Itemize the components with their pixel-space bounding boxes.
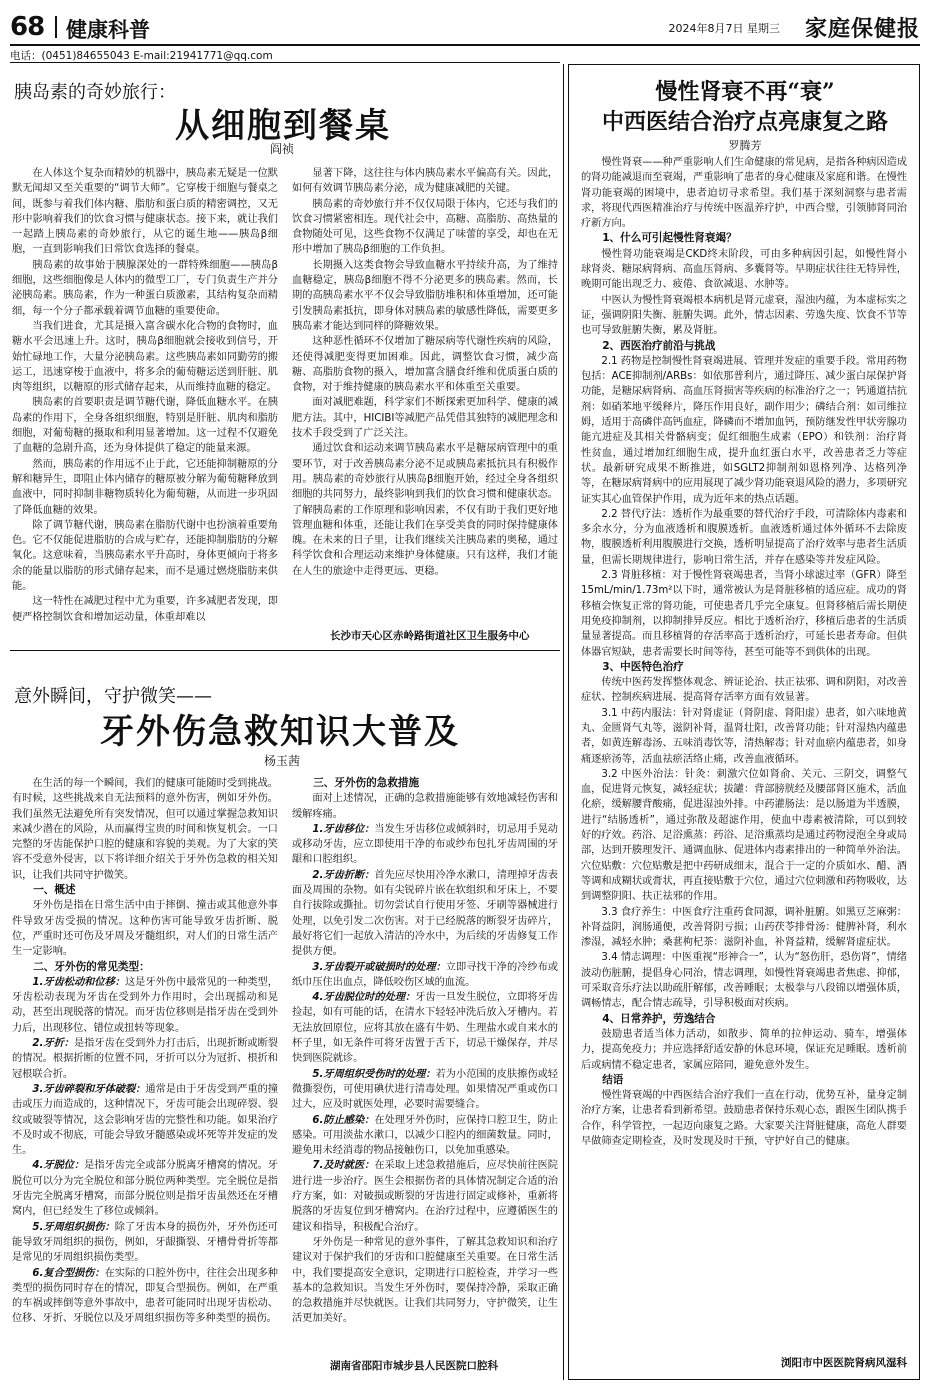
article1-column-2 [292, 166, 558, 626]
paragraph: 面对减肥难题，科学家们不断探索更加科学、健康的减肥方法。其中，HICIBI等减肥产品凭借其独特的减肥理念和技术手段受到了广泛关注。 [292, 397, 558, 440]
masthead-separator [55, 16, 57, 38]
article3-source: 浏阳市中医医院肾病风湿科 [781, 1357, 907, 1369]
column-divider [563, 64, 564, 1380]
paragraph: 传统中医药发挥整体观念、辨证论治、扶正祛邪、调和阴阳，对改善症状、控制疾病进展、提高肾存活率方面有效显著。 [581, 677, 907, 704]
article3-box [568, 64, 920, 1380]
paragraph-text: 在实际的口腔外伤中，往往会出现多种类型的损伤同时存在的情况，即复合型损伤。例如，在严重的车祸或摔倒等意外事故中，患者可能同时出现牙齿松动、位移、牙折、牙脱位以及牙周组织损伤等多种类型的损伤。 [12, 1267, 278, 1325]
paragraph: 中医认为慢性肾衰竭根本病机是肾元虚衰，湿浊内蕴，为本虚标实之证，强调阴阳失衡、脏腑失调。此外，情志因素、劳逸失度、饮食不节等也可导致脏腑失衡，累及肾脏。 [581, 294, 907, 337]
paragraph: 长期摄入这类食物会导致血糖水平持续升高，为了维持血糖稳定，胰岛β细胞不得不分泌更多的胰岛素。然而，长期的高胰岛素水平不仅会导致脂肪堆积和体重增加，还可能引发胰岛素抵抗，即身体对胰岛素的敏感性降低，需要更多胰岛素才能达到同样的降糖效果。 [292, 259, 558, 332]
paragraph [292, 1067, 558, 1113]
paragraph: 在人体这个复杂而精妙的机器中，胰岛素无疑是一位默默无闻却又至关重要的“调节大师”。它穿梭于细胞与餐桌之间，既参与着我们体内糖、脂肪和蛋白质的精密调控，又无形中影响着我们的饮食习惯与健康状态。接下来，就让我们一起踏上胰岛素的奇妙旅行，从它的诞生地——胰岛β细胞，一直到影响我们日常饮食选择的餐桌。 [12, 168, 278, 256]
paragraph [292, 960, 558, 991]
article3-headline-line1: 慢性肾衰不再“衰” [655, 79, 835, 105]
section-heading: 一、概述 [33, 884, 76, 897]
article2-column-1 [12, 776, 278, 1380]
contact-rule [10, 62, 560, 63]
article2-byline: 杨玉茜 [264, 754, 301, 768]
paragraph: 当我们进食，尤其是摄入富含碳水化合物的食物时，血糖水平会迅速上升。这时，胰岛β细胞就会接收到信号，开始忙碌地工作，大量分泌胰岛素。这些胰岛素如同勤劳的搬运工，迅速穿梭于血液中，将多余的葡萄糖运送到肝脏、肌肉等组织，以糖原的形式储存起来，从而维持血糖的稳定。 [12, 320, 278, 394]
contact-line: 电话：(0451)84655043 E-mail:21941771@qq.com [10, 50, 273, 62]
paragraph [292, 822, 558, 868]
paragraph: 慢性肾功能衰竭是CKD终末阶段，可由多种病因引起，如慢性肾小球肾炎、糖尿病肾病、高血压肾病、多囊肾等。早期症状往往无特异性，晚期可能出现乏力、疲倦、食欲减退、水肿等。 [581, 248, 907, 291]
paragraph [292, 868, 558, 960]
issue-date [669, 20, 781, 36]
section-heading: 三、牙外伤的急救措施 [313, 777, 420, 789]
article1-source: 长沙市天心区赤岭路街道社区卫生服务中心 [330, 630, 530, 642]
paper-name: 家庭保健报 [804, 16, 920, 42]
section-heading: 3、中医特色治疗 [602, 660, 684, 673]
article2-kicker: 意外瞬间，守护微笑—— [14, 686, 212, 707]
paragraph-text: 在处理牙外伤时，应保持口腔卫生，防止感染。可用淡盐水漱口，以减少口腔内的细菌数量。同时，避免用未经消毒的物品接触伤口，以免加重感染。 [292, 1114, 558, 1157]
lead-in: 3.牙齿碎裂和牙体破裂： [32, 1083, 146, 1095]
section-title: 健康科普 [66, 18, 150, 42]
lead-in: 1.牙齿移位： [312, 823, 375, 835]
article1-kicker: 胰岛素的奇妙旅行： [14, 82, 176, 103]
paragraph: 3.2 中医外治法：针灸：刺激穴位如肾俞、关元、三阴交，调整气血，促进肾元恢复，减轻症状；拔罐：背部膀胱经及腰部肾区施术，活血化瘀，缓解腰背酸痛，促进湿浊外排。中药灌肠法：是以肠道为半透膜，进行“结肠透析”，通过弥散及超滤作用，使血中毒素被清除，可以到较好的疗效。药浴、足浴熏蒸：药浴、足浴熏蒸均是通过药物浸泡全身或局部，达到开腠理发汗、通调血脉、促进体内毒素排出的一种简单外治法。穴位贴敷：穴位贴敷是把中药研成细末，混合于一定的介质如水、醋、酒等调和成糊状或膏状，再直接贴敷于穴位，通过穴位刺激和药物吸收，达到调整阴阳、扶正祛邪的作用。 [581, 768, 907, 903]
weekday-text: 星期三 [747, 22, 780, 35]
paragraph [292, 1158, 558, 1234]
paragraph: 面对上述情况，正确的急救措施能够有效地减轻伤害和缓解疼痛。 [292, 793, 558, 820]
paragraph [292, 1113, 558, 1159]
paragraph: 慢性肾衰竭的中西医结合治疗我们一直在行动，优势互补，量身定制治疗方案，让患者看到新希望。鼓励患者保持乐观心态，跟医生团队携手合作，科学管控，一起迈向康复之路。大家要关注肾脏健康，高危人群要早做筛查定期检查，及时发现及时干预，守护好自己的健康。 [581, 1090, 907, 1147]
paragraph: 2.1 药物是控制慢性肾衰竭进展、管理并发症的重要手段。常用药物包括：ACE抑制剂/ARBs：如依那普利片，通过降压、减少蛋白尿保护肾功能，是糖尿病肾病、高血压肾损害等疾病的标准治疗之一；钙通道拮抗剂：如硝苯地平缓释片，降压作用良好，副作用少；磷结合剂：如司维拉姆，适用于高磷伴高钙血症，降磷而不增加血钙，预防继发性甲状旁腺功能亢进症及其相关骨骼病变；促红细胞生成素（EPO）和铁剂：治疗肾性贫血，通过增加红细胞生成，提升血红蛋白水平，改善患者乏力等症状。最新研究成果不断推进，如SGLT2抑制剂如恩格列净、达格列净等，在糖尿病肾病中的应用展现了减少肾功能衰退风险的潜力，多项研究证实其心血管保护作用，成为近年来的热点话题。 [581, 355, 907, 505]
paragraph [12, 1220, 278, 1266]
paragraph: 胰岛素的故事始于胰腺深处的一群特殊细胞——胰岛β细胞，这些细胞像是人体内的微型工厂，专门负责生产并分泌胰岛素。胰岛素，作为一种蛋白质激素，其结构复杂而精细，每一个分子都承载着调节血糖的重要使命。 [12, 259, 278, 317]
article1-column-1 [12, 166, 278, 642]
masthead [10, 12, 920, 42]
lead-in: 2.牙折： [32, 1038, 74, 1050]
masthead-rule [10, 44, 920, 46]
lead-in: 1.牙齿松动和位移： [32, 976, 125, 988]
paragraph: 显著下降，这往往与体内胰岛素水平偏高有关。因此，如何有效调节胰岛素分泌，成为健康减肥的关键。 [292, 168, 558, 195]
paragraph-text: 通常是由于牙齿受到严重的撞击或压力而造成的，这种情况下，牙齿可能会出现碎裂、裂纹或破裂等情况，这会影响牙齿的完整性和功能。如果治疗不及时或不彻底，可能会导致牙髓感染或坏死等并发症的发生。 [12, 1083, 278, 1157]
article1-bottom-rule [10, 650, 560, 651]
paragraph-text: 立即寻找干净的冷纱布或纸巾压住出血点，降低咬伤区域的血流。 [292, 961, 558, 988]
paragraph: 3.3 食疗养生：中医食疗注重药食同源，调补脏腑。如黑豆芝麻粥：补肾益阴，润肠通便，改善肾阴亏损；山药茯苓排骨汤：健脾补肾，利水渗湿，减轻水肿；桑葚枸杞茶：滋阴补血，补肾益精，缓解肾虚症状。 [581, 906, 907, 949]
paragraph: 2.3 肾脏移植：对于慢性肾衰竭患者，当肾小球滤过率（GFR）降至15mL/min/1.73m²以下时，通常被认为是肾脏移植的适应症。成功的肾移植会恢复正常的肾功能，可使患者几乎完全康复。但肾移植后需长期使用免疫抑制剂，以抑制排异反应。相比于透析治疗，移植后患者的生活质量显著提高。而且移植肾的存活率高于透析治疗，可延长患者寿命。但供体器官短缺，患者需要长时间等待，甚至可能等不到供体的出现。 [581, 570, 907, 658]
page-number: 68 [10, 12, 45, 42]
paragraph [12, 975, 278, 1036]
paragraph: 然而，胰岛素的作用远不止于此，它还能抑制糖原的分解和糖异生，即阻止体内储存的糖原被分解为葡萄糖释放到血液中，同时抑制非糖物质转化为葡萄糖，从而进一步巩固了降低血糖的效果。 [12, 458, 278, 516]
paragraph [12, 1082, 278, 1158]
article2-headline: 牙外伤急救知识大普及 [100, 712, 460, 752]
article1-byline: 阎祯 [270, 142, 295, 156]
paragraph: 鼓励患者适当体力活动，如散步、简单的拉伸运动、骑车，增强体力，提高免疫力；并应选择舒适安静的休息环境，保证充足睡眠。透析前后或病情不稳定患者，家属应陪同，避免意外发生。 [581, 1028, 907, 1071]
paragraph: 3.1 中药内服法：针对肾虚证（肾阴虚、肾阳虚）患者，如六味地黄丸、金匮肾气丸等，滋阴补肾，温肾壮阳，改善肾功能；针对湿热内蕴患者，如黄连解毒汤、五味消毒饮等，清热解毒；针对血瘀内蕴患者，如身痛逐瘀汤等，活血祛瘀活络止痛，改善血液循环。 [581, 707, 907, 765]
paragraph: 在生活的每一个瞬间，我们的健康可能随时受到挑战。有时候，这些挑战来自无法预料的意外伤害，例如牙外伤。我们虽然无法避免所有突发情况，但可以通过掌握急救知识来减少潜在的风险，从而赢得宝贵的时间和恢复机会。一口完整的牙齿能保护口腔的健康和容貌的美观。为了大家的笑容不受意外侵害，以下将详细介绍关于牙外伤急救的相关知识，让我们共同守护微笑。 [12, 778, 278, 881]
paragraph [12, 1158, 278, 1219]
article3-headline-line2: 中西医结合治疗点亮康复之路 [601, 109, 888, 135]
paragraph [12, 1036, 278, 1082]
article2-source: 湖南省邵阳市城步县人民医院口腔科 [330, 1360, 498, 1372]
section-heading: 4、日常养护，劳逸结合 [602, 1012, 716, 1025]
paragraph-text: 牙齿一旦发生脱位，立即将牙齿捡起，如有可能的话，在清水下轻轻冲洗后放入牙槽内。若无法放回原位，应将其放在盛有牛奶、生理盐水或自来水的杯子里，如无条件可将牙齿置于舌下，切忌干燥保存，并尽快到医院就诊。 [292, 992, 558, 1065]
lead-in: 6.复合型损伤： [32, 1267, 105, 1279]
article3-body [581, 155, 907, 1351]
section-heading: 2、西医治疗前沿与挑战 [602, 339, 716, 352]
paragraph-text: 当发生牙齿移位或倾斜时，切忌用手晃动或移动牙齿，应立即使用干净的布或纱布包扎牙齿周围的牙龈和口腔组织。 [292, 823, 558, 866]
paragraph-text: 除了牙齿本身的损伤外，牙外伤还可能导致牙周组织的损伤，例如，牙龈撕裂、牙槽骨骨折等都是常见的牙周组织损伤类型。 [12, 1221, 278, 1264]
lead-in: 4.牙脱位： [32, 1160, 85, 1172]
paragraph: 牙外伤是一种常见的意外事件，了解其急救知识和治疗建议对于保护我们的牙齿和口腔健康至关重要。在日常生活中，我们要提高安全意识，定期进行口腔检查，并学习一些基本的急救知识。当发生牙外伤时，要保持冷静，采取正确的急救措施并尽快就医。让我们共同努力，守护微笑，让生活更加美好。 [292, 1236, 558, 1325]
paragraph-text: 首先应尽快用冷净水漱口，清理掉牙齿表面及周围的杂物。如有尖锐碎片嵌在软组织和牙床上，不要自行拔除或撕扯。切勿尝试自行使用牙签、牙刷等器械进行处理，以免引发二次伤害。对于已经脱落的断裂牙齿碎片，最好将它们一起放入清洁的冷水中，为后续的牙齿修复工作提供方便。 [292, 869, 558, 958]
paragraph [292, 990, 558, 1066]
paragraph-text: 这是牙外伤中最常见的一种类型，牙齿松动表现为牙齿在受到外力作用时，会出现摇动和晃动，甚至出现脱落的情况。而牙齿位移则是指牙齿在受到外力后，出现移位、错位或扭转等现象。 [12, 976, 278, 1034]
lead-in: 3.牙齿裂开或破损时的处理： [312, 961, 446, 973]
paragraph-text: 在采取上述急救措施后，应尽快前往医院进行进一步治疗。医生会根据伤者的具体情况制定合适的治疗方案，如：对破损或断裂的牙齿进行固定或修补，重新将脱落的牙齿复位到牙槽窝内。在治疗过程中，应遵循医生的建议和指导，积极配合治疗。 [292, 1160, 558, 1233]
section-heading: 1、什么可引起慢性肾衰竭？ [602, 232, 737, 245]
paragraph-text: 若为小范围的皮肤擦伤或轻微撕裂伤，可使用碘伏进行清毒处理。如果情况严重或伤口过大，应及时就医处理，必要时需要缝合。 [292, 1068, 558, 1111]
lead-in: 6.防止感染： [312, 1114, 375, 1126]
paragraph: 这一特性在减肥过程中尤为重要，许多减肥者发现，即便严格控制饮食和增加运动量，体重却难以 [12, 596, 278, 623]
paragraph: 胰岛素的奇妙旅行并不仅仅局限于体内，它还与我们的饮食习惯紧密相连。现代社会中，高糖、高脂肪、高热量的食物随处可见，这些食物不仅满足了味蕾的享受，却也在无形中增加了胰岛β细胞的工作负担。 [292, 198, 558, 256]
paragraph: 慢性肾衰——种严重影响人们生命健康的常见病，是指各种病因造成的肾功能减退而至衰竭，严重影响了患者的身心健康及家庭和谐。在慢性肾功能衰竭的困境中，患者迫切寻求希望。我们基于深刻洞察与患者需求，将现代西医精准治疗与传统中医温养疗护，中西合璧，引领肺肾同治疗新方向。 [581, 157, 907, 230]
lead-in: 5.牙周组织损伤： [32, 1221, 115, 1233]
lead-in: 2.牙齿折断： [312, 869, 375, 881]
paragraph: 胰岛素的首要职责是调节糖代谢，降低血糖水平。在胰岛素的作用下，全身各组织细胞，特别是肝脏、肌肉和脂肪细胞，对葡萄糖的摄取和利用显著增加。这一过程不仅避免了血糖的急剧升高，还为身体提供了稳定的能量来源。 [12, 397, 278, 455]
lead-in: 5.牙周组织受伤时的处理： [312, 1068, 436, 1080]
paragraph-text: 是指牙齿完全或部分脱离牙槽窝的情况。牙脱位可以分为完全脱位和部分脱位两种类型。完全脱位是指牙齿完全脱离牙槽窝，而部分脱位则是指牙齿虽然还在牙槽窝内，但已经发生了移位或倾斜。 [12, 1160, 278, 1218]
paragraph-text: 是指牙齿在受到外力打击后，出现折断或断裂的情况。根据折断的位置不同，牙折可以分为冠折、根折和冠根联合折。 [12, 1038, 278, 1080]
lead-in: 7.及时就医： [312, 1160, 375, 1172]
paragraph: 通过饮食和运动来调节胰岛素水平是糖尿病管理中的重要环节，对于改善胰岛素分泌不足或胰岛素抵抗具有积极作用。胰岛素的奇妙旅行从胰岛β细胞开始，经过全身各组织细胞的共同努力，最终影响到我们的饮食习惯和健康状态。了解胰岛素的工作原理和影响因素，不仅有助于我们更好地管理血糖和体重，还能让我们在享受美食的同时保持健康体魄。在未来的日子里，让我们继续关注胰岛素的奥秘，通过科学饮食和合理运动来维护身体健康。只有这样，我们才能在人生的旅途中走得更远、更稳。 [292, 443, 558, 577]
section-heading: 结语 [602, 1073, 624, 1086]
section-heading: 二、牙外伤的常见类型： [33, 960, 150, 973]
article3-byline: 罗腾芳 [728, 139, 762, 152]
paragraph: 牙外伤是指在日常生活中由于摔倒、撞击或其他意外事件导致牙齿受损的情况。这种伤害可能导致牙齿折断、脱位，严重时还可伤及牙周及牙髓组织，对人们的日常生活产生一定影响。 [12, 900, 278, 958]
paragraph: 除了调节糖代谢，胰岛素在脂肪代谢中也扮演着重要角色。它不仅能促进脂肪的合成与贮存，还能抑制脂肪的分解氧化。这意味着，当胰岛素水平升高时，身体更倾向于将多余的能量以脂肪的形式储存起来，而不是通过燃烧脂肪来供能。 [12, 519, 278, 593]
lead-in: 4.牙齿脱位时的处理： [312, 992, 416, 1004]
date-text: 2024年8月7日 [668, 22, 744, 35]
paragraph: 3.4 情志调理：中医重视“形神合一”，认为“怒伤肝，恐伤肾”，情绪波动伤脏腑，提倡身心同治，情志调理，如慢性肾衰竭患者焦虑、抑郁，可采取音乐疗法以助疏肝解郁，改善睡眠；太极拳与八段锦以增强体质，调畅情志，配合情志疏导，引导积极面对疾病。 [581, 952, 907, 1010]
paragraph: 2.2 替代疗法：透析作为最重要的替代治疗手段，可清除体内毒素和多余水分，分为血液透析和腹膜透析。血液透析通过体外循环不去除废物，腹膜透析利用腹膜进行交换，透析明显提高了治疗效率与患者生活质量，但需长期规律进行，影响日常生活，并存在感染等并发症风险。 [581, 508, 907, 566]
paragraph [12, 1266, 278, 1327]
paragraph: 这种恶性循环不仅增加了糖尿病等代谢性疾病的风险，还使得减肥变得更加困难。因此，调整饮食习惯，减少高糖、高脂肪食物的摄入，增加富含膳食纤维和优质蛋白质的食物，对于维持健康的胰岛素水平和体重至关重要。 [292, 336, 558, 394]
article1-headline: 从细胞到餐桌 [175, 106, 391, 146]
article2-column-2 [292, 776, 558, 1356]
